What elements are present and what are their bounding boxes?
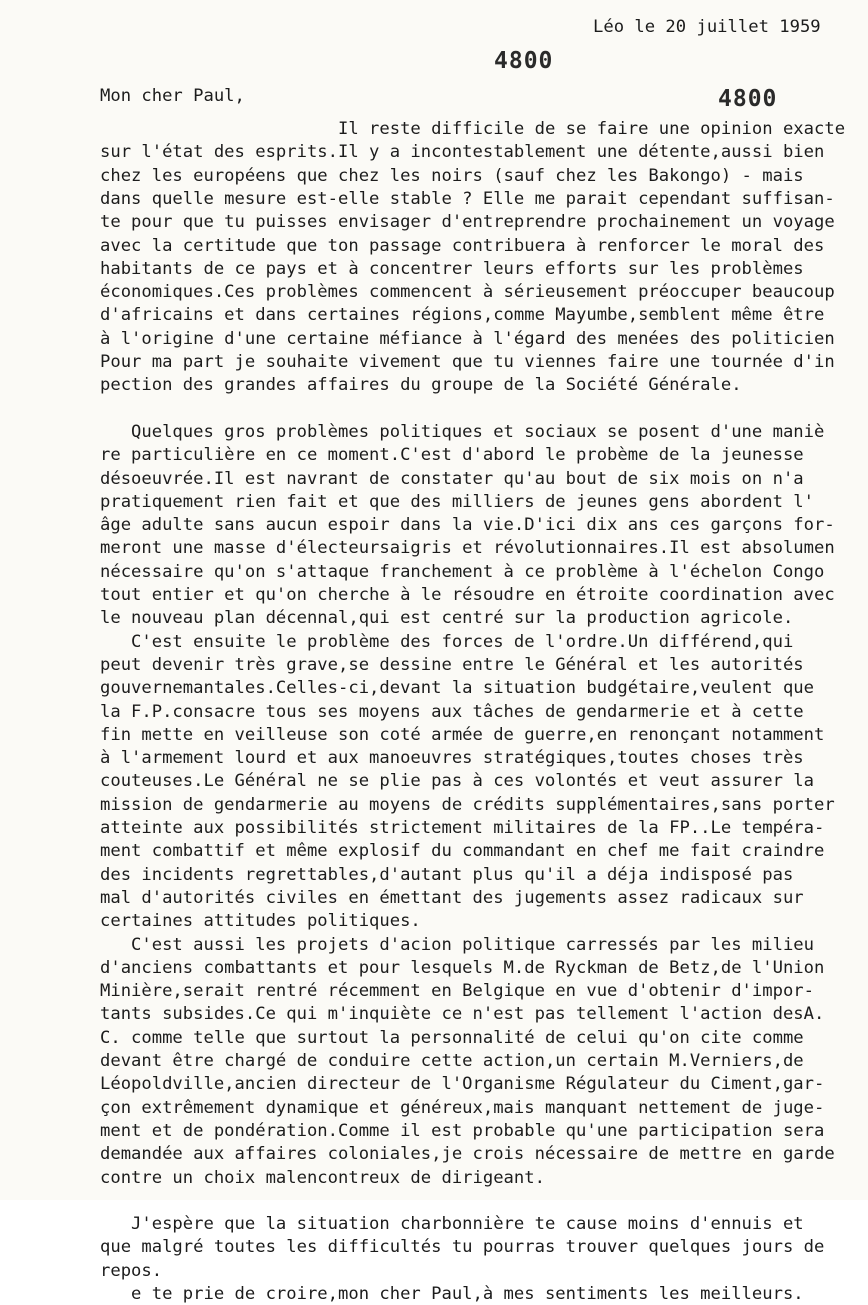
letter-line: contre un choix malencontreux de dirigeant. [100,1167,545,1188]
letter-line: le nouveau plan décennal,qui est centré sur la production agricole. [100,608,794,629]
letter-line: C'est ensuite le problème des forces de l'ordre.Un différend,qui [100,631,794,652]
letter-line: Minière,serait rentré récemment en Belgique en vue d'obtenir d'impor- [100,981,814,1002]
letter-line: J'espère que la situation charbonnière te cause moins d'ennuis et [100,1214,804,1235]
reference-number-stamp: 4800 [494,48,554,74]
letter-line: des incidents regrettables,d'autant plus qu'il a déja indisposé pas [100,864,794,885]
letter-line: C. comme telle que surtout la personnalité de celui qu'on cite comme [100,1027,804,1048]
letter-line: dans quelle mesure est-elle stable ? Elle me parait cependant suffisan- [100,188,835,209]
letter-line: à l'armement lourd et aux manoeuvres stratégiques,toutes choses très [100,748,804,769]
letter-line: çon extrêmement dynamique et généreux,mais manquant nettement de juge- [100,1097,825,1118]
letter-line: Il reste difficile de se faire une opinion exacte [100,119,846,139]
letter-line: certaines attitudes politiques. [100,911,421,932]
letter-line: repos. [100,1260,163,1281]
letter-line: devant être chargé de conduire cette action,un certain M.Verniers,de [100,1051,804,1071]
letter-line: que malgré toutes les difficultés tu pourras trouver quelques jours de [100,1237,825,1258]
letter-line: sur l'état des esprits.Il y a incontestablement une détente,aussi bien [100,142,825,163]
letter-line: e te prie de croire,mon cher Paul,à mes sentiments les meilleurs. [100,1284,804,1304]
letter-line: te pour que tu puisses envisager d'entreprendre prochainement un voyage [100,212,835,233]
letter-line: avec la certitude que ton passage contribuera à renforcer le moral des [100,235,825,256]
letter-line: meront une masse d'électeursaigris et révolutionnaires.Il est absolumen [100,538,835,559]
letter-line: re particulière en ce moment.C'est d'abord le probème de la jeunesse [100,445,804,466]
letter-line: Pour ma part je souhaite vivement que tu viennes faire une tournée d'in [100,352,835,372]
letter-line: âge adulte sans aucun espoir dans la vie.D'ici dix ans ces garçons for- [100,515,835,536]
letter-line: pection des grandes affaires du groupe de la Société Générale. [100,375,742,396]
letter-line: à l'origine d'une certaine méfiance à l'égard des menées des politicien [100,328,835,349]
letter-line: demandée aux affaires coloniales,je crois nécessaire de mettre en garde [100,1144,835,1165]
letter-line: mal d'autorités civiles en émettant des jugements assez radicaux sur [100,887,804,908]
letter-line: pratiquement rien fait et que des milliers de jeunes gens abordent l' [100,491,814,512]
letter-line: Quelques gros problèmes politiques et sociaux se posent d'une maniè [100,421,825,442]
letter-line: nécessaire qu'on s'attaque franchement à ce problème à l'échelon Congo [100,561,825,582]
letter-line: désoeuvrée.Il est navrant de constater qu'au bout de six mois on n'a [100,468,804,489]
letter-line: fin mette en veilleuse son coté armée de guerre,en renonçant notamment [100,724,825,745]
letter-line: ment combattif et même explosif du commandant en chef me fait craindre [100,841,825,862]
letter-line: couteuses.Le Général ne se plie pas à ces volontés et veut assurer la [100,771,814,792]
reference-number-stamp-secondary: 4800 [718,86,778,112]
letter-line: C'est aussi les projets d'acion politique carressés par les milieu [100,934,814,955]
letter-line: d'africains et dans certaines régions,comme Mayumbe,semblent même être [100,305,825,326]
letter-line: tout entier et qu'on cherche à le résoudre en étroite coordination avec [100,585,835,605]
letter-line: économiques.Ces problèmes commencent à sérieusement préoccuper beaucoup [100,282,835,303]
letter-line: la F.P.consacre tous ses moyens aux tâches de gendarmerie et à cette [100,701,804,722]
salutation: Mon cher Paul, [100,86,245,106]
letter-line: mission de gendarmerie au moyens de crédits supplémentaires,sans porter [100,794,835,815]
letter-line: gouvernemantales.Celles-ci,devant la situation budgétaire,veulent que [100,678,814,699]
letter-line: tants subsides.Ce qui m'inquiète ce n'est pas tellement l'action desA. [100,1004,825,1025]
letter-line: ment et de pondération.Comme il est probable qu'une participation sera [100,1120,825,1141]
letter-line: chez les européens que chez les noirs (sauf chez les Bakongo) - mais [100,165,804,186]
letter-line: Léopoldville,ancien directeur de l'Organisme Régulateur du Ciment,gar- [100,1074,825,1095]
letter-line: habitants de ce pays et à concentrer leurs efforts sur les problèmes [100,258,804,279]
letter-line: atteinte aux possibilités strictement militaires de la FP..Le tempéra- [100,818,825,838]
letter-date: Léo le 20 juillet 1959 [593,17,821,37]
letter-line: peut devenir très grave,se dessine entre le Général et les autorités [100,654,804,675]
letter-line: d'anciens combattants et pour lesquels M.de Ryckman de Betz,de l'Union [100,957,825,978]
